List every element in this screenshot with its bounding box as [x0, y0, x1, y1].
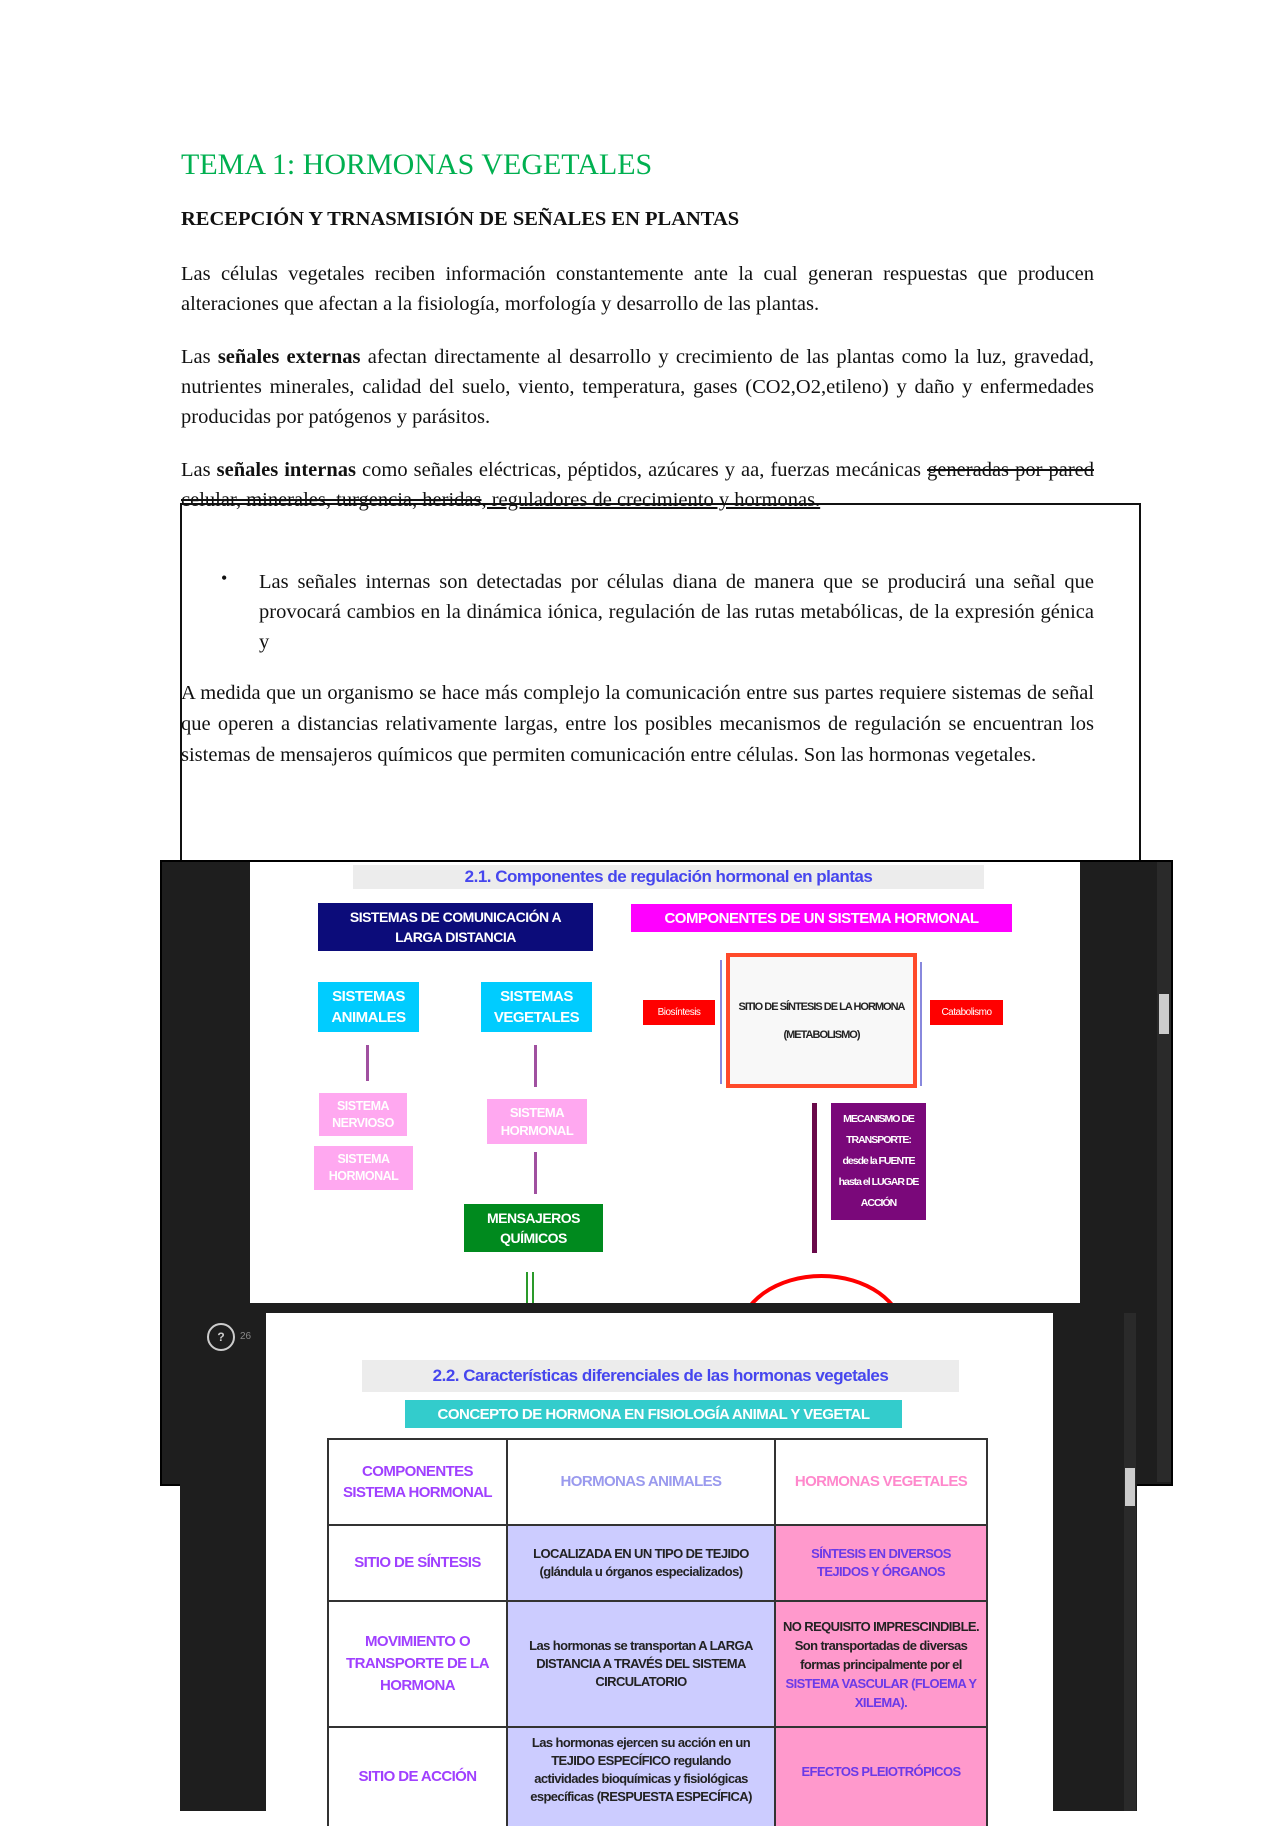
- box-synthesis-site: [726, 953, 917, 1088]
- bullet-item: Las señales internas son detectadas por células diana de manera que se producirá una señal que provocará cambios en la dinámica iónica, regulación de las rutas metabólicas, de la expresión génica y: [259, 571, 1094, 653]
- box-hormonal-system-plant: SISTEMA HORMONAL: [487, 1099, 587, 1144]
- arrow-icon: [366, 1045, 369, 1081]
- strikethrough-text: generadas por pared celular, minerales, turgencia, heridas: [181, 459, 1094, 511]
- row-label: SITIO DE SÍNTESIS: [327, 1524, 508, 1602]
- bullet-icon: •: [221, 568, 228, 588]
- cell-plant: EFECTOS PLEIOTRÓPICOS: [774, 1726, 988, 1826]
- bold-term: señales internas: [216, 459, 356, 481]
- synthesis-site-label: SITIO DE SÍNTESIS DE LA HORMONA: [738, 1000, 905, 1013]
- metabolism-label: (METABOLISMO): [783, 1028, 860, 1041]
- header-animal-hormones: HORMONAS ANIMALES: [506, 1438, 776, 1526]
- cell-plant: SÍNTESIS EN DIVERSOS TEJIDOS Y ÓRGANOS: [774, 1524, 988, 1602]
- cell-animal: Las hormonas se transportan A LARGA DISTANCIA A TRAVÉS DEL SISTEMA CIRCULATORIO: [506, 1600, 776, 1728]
- arrow-icon: [720, 960, 722, 1084]
- transport-arrow-icon: [812, 1103, 817, 1253]
- text: afectan directamente al desarrollo y crecimiento de las plantas como la luz, gravedad, nutrientes minerales, calidad del suelo, viento, temperatura, gases (CO2,O2,etileno) y daño y enfermedades producidas por patógenos y parásitos.: [181, 346, 1094, 428]
- section-heading: RECEPCIÓN Y TRNASMISIÓN DE SEÑALES EN PLANTAS: [181, 208, 740, 230]
- row-label: SITIO DE ACCIÓN: [327, 1726, 508, 1826]
- paragraph-messengers: A medida que un organismo se hace más complejo la comunicación entre sus partes requiere sistemas de señal que operen a distancias relativamente largas, entre los posibles mecanismos de regulación se encuentran los sistemas de mensajeros químicos que permiten comunicación entre células. Son las hormonas vegetales.: [181, 682, 1094, 766]
- box-chemical-messengers: MENSAJEROS QUÍMICOS: [464, 1204, 603, 1252]
- scrollbar-1[interactable]: [1157, 862, 1171, 1482]
- connector-line: [526, 1272, 534, 1303]
- bold-term: señales externas: [217, 346, 361, 368]
- header-components: COMPONENTES SISTEMA HORMONAL: [327, 1438, 508, 1526]
- box-transport-mechanism: MECANISMO DE TRANSPORTE: desde la FUENTE hasta el LUGAR DE ACCIÓN: [831, 1103, 926, 1220]
- paragraph-external-signals: [181, 342, 1094, 432]
- target-circle: [738, 1274, 905, 1303]
- paragraph-intro: Las células vegetales reciben información constantemente ante la cual generan respuestas que producen alteraciones que afectan a la fisiología, morfología y desarrollo de las plantas.: [181, 263, 1094, 315]
- box-components: COMPONENTES DE UN SISTEMA HORMONAL: [631, 904, 1012, 932]
- text: como señales eléctricas, péptidos, azúcares y aa, fuerzas mecánicas: [355, 459, 928, 481]
- plant-transport-text: NO REQUISITO IMPRESCINDIBLE. Son transportadas de diversas formas principalmente por el: [782, 1618, 980, 1672]
- concept-banner: CONCEPTO DE HORMONA EN FISIOLOGÍA ANIMAL Y VEGETAL: [405, 1400, 902, 1428]
- arrow-icon: [534, 1045, 537, 1087]
- cell-animal: Las hormonas ejercen su acción en un TEJIDO ESPECÍFICO regulando actividades bioquímicas y fisiológicas específicas (RESPUESTA ESPECÍFICA): [506, 1726, 776, 1826]
- box-long-distance: SISTEMAS DE COMUNICACIÓN A LARGA DISTANCIA: [318, 903, 593, 951]
- scrollbar-thumb[interactable]: [1125, 1468, 1135, 1506]
- scrollbar-thumb[interactable]: [1159, 994, 1169, 1034]
- cell-animal: LOCALIZADA EN UN TIPO DE TEJIDO (glándula u órganos especializados): [506, 1524, 776, 1602]
- page-number: 26: [240, 1331, 252, 1342]
- slide-2-title: 2.2. Características diferenciales de las hormonas vegetales: [362, 1360, 959, 1392]
- box-plant-systems: SISTEMAS VEGETALES: [481, 982, 592, 1032]
- header-plant-hormones: HORMONAS VEGETALES: [774, 1438, 988, 1526]
- underlined-text: , reguladores de crecimiento y hormonas.: [481, 489, 821, 511]
- help-icon[interactable]: ?: [207, 1323, 235, 1351]
- plant-transport-highlight: SISTEMA VASCULAR (FLOEMA Y XILEMA).: [785, 1675, 977, 1710]
- page-title: TEMA 1: HORMONAS VEGETALES: [181, 148, 653, 181]
- box-catabolism: Catabolismo: [930, 1000, 1003, 1025]
- box-nervous-system: SISTEMA NERVIOSO: [319, 1093, 407, 1136]
- cell-plant: [774, 1600, 988, 1728]
- slide-1: [250, 862, 1080, 1303]
- text: Las: [181, 459, 217, 481]
- box-biosynthesis: Biosíntesis: [643, 1000, 715, 1025]
- box-hormonal-system-animal: SISTEMA HORMONAL: [314, 1146, 413, 1190]
- arrow-icon: [920, 962, 922, 1086]
- arrow-icon: [534, 1152, 537, 1194]
- scrollbar-2[interactable]: [1124, 1313, 1136, 1811]
- row-label: MOVIMIENTO O TRANSPORTE DE LA HORMONA: [327, 1600, 508, 1728]
- slide-title: 2.1. Componentes de regulación hormonal en plantas: [353, 865, 984, 889]
- text: Las: [181, 346, 218, 368]
- box-animal-systems: SISTEMAS ANIMALES: [318, 982, 419, 1032]
